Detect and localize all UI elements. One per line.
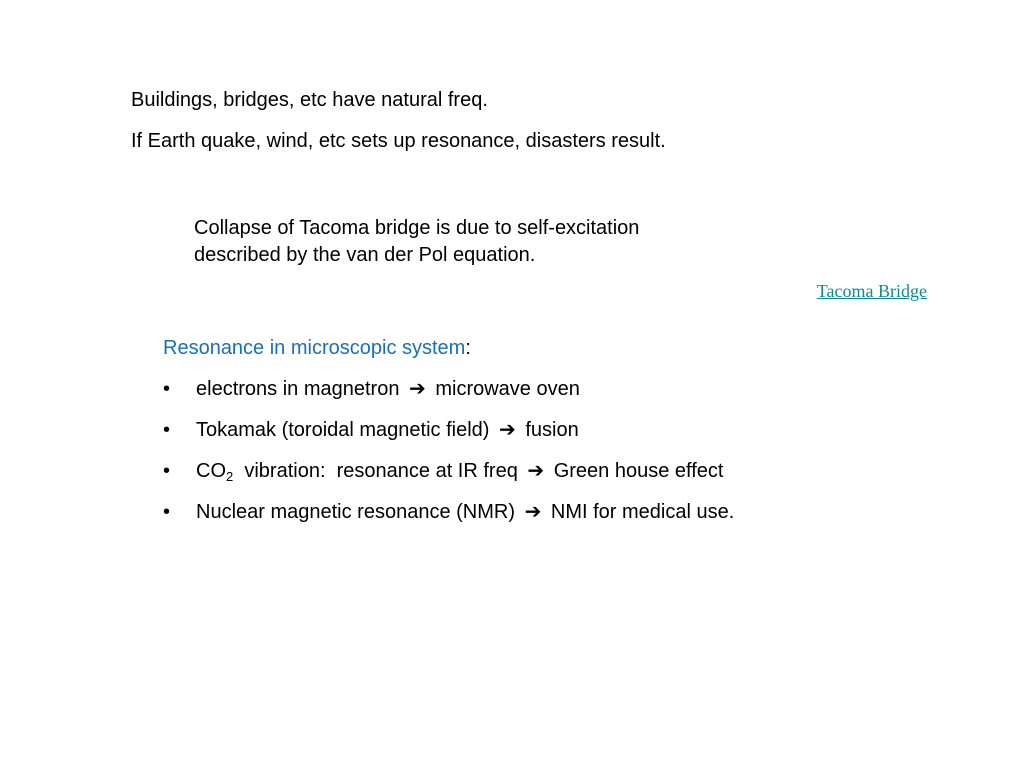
item-text-subscript: 2 — [226, 469, 234, 484]
tacoma-note-line-1: Collapse of Tacoma bridge is due to self-excitation — [194, 217, 640, 239]
arrow-right-icon: ➔ — [499, 419, 516, 441]
item-result: fusion — [525, 419, 579, 441]
intro-line-1: Buildings, bridges, etc have natural freq. — [131, 89, 488, 111]
list-item — [163, 459, 734, 483]
item-result: microwave oven — [435, 378, 580, 400]
section-heading-accent: Resonance in microscopic system — [163, 337, 466, 359]
item-text-co2: CO — [196, 460, 226, 482]
tacoma-note — [194, 215, 639, 269]
bullet-icon: • — [163, 460, 171, 482]
list-item — [163, 377, 734, 401]
intro-block — [131, 88, 666, 170]
section-heading — [163, 336, 734, 360]
bullet-icon: • — [163, 501, 171, 523]
tacoma-bridge-link[interactable]: Tacoma Bridge — [816, 281, 927, 301]
item-text: vibration: resonance at IR freq — [233, 460, 518, 482]
tacoma-note-line-2: described by the van der Pol equation. — [194, 244, 536, 266]
section-heading-colon: : — [465, 337, 471, 359]
item-result: Green house effect — [553, 460, 724, 482]
list-item — [163, 500, 734, 524]
item-result: NMI for medical use. — [550, 501, 735, 523]
item-text: Nuclear magnetic resonance (NMR) — [196, 501, 516, 523]
bullet-icon: • — [163, 419, 171, 441]
resonance-list — [163, 377, 734, 524]
microscopic-resonance-section — [163, 336, 734, 541]
bullet-icon: • — [163, 378, 171, 400]
list-item — [163, 418, 734, 442]
item-text: Tokamak (toroidal magnetic field) — [196, 419, 490, 441]
arrow-right-icon: ➔ — [527, 460, 545, 482]
intro-line-2: If Earth quake, wind, etc sets up resonance, disasters result. — [131, 130, 666, 152]
arrow-right-icon: ➔ — [409, 378, 426, 400]
arrow-right-icon: ➔ — [524, 501, 542, 523]
item-text: electrons in magnetron — [196, 378, 400, 400]
